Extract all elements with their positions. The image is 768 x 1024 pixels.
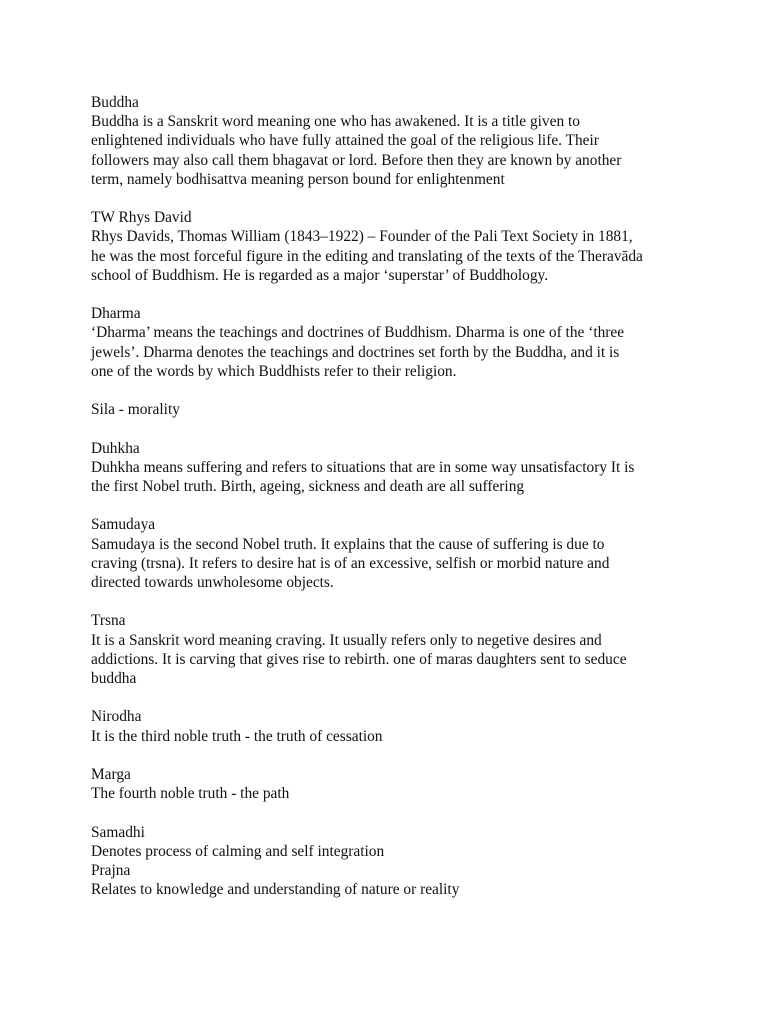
entry-definition: It is a Sanskrit word meaning craving. It usually refers only to negetive desires and addictions. It is carving that gives rise to rebirth. one of maras daughters sent to seduce buddha <box>91 631 627 687</box>
glossary-entry-dharma <box>91 304 671 381</box>
entry-definition: Rhys Davids, Thomas William (1843–1922) – Founder of the Pali Text Society in 1881, he was the most forceful figure in the editing and translating of the texts of the Theravāda school of Buddhism. He is regarded as a major ‘superstar’ of Buddhology. <box>91 228 643 284</box>
entry-term: Nirodha <box>91 708 142 726</box>
glossary-entry-duhkha <box>91 439 671 497</box>
entry-term: Sila - morality <box>91 401 180 419</box>
glossary-entry-trsna <box>91 611 671 688</box>
entry-definition: ‘Dharma’ means the teachings and doctrines of Buddhism. Dharma is one of the ‘three jewels’. Dharma denotes the teachings and doctrines set forth by the Buddha, and it is one of the words by which Buddhists refer to their religion. <box>91 324 625 380</box>
entry-term: Duhkha <box>91 439 140 457</box>
entry-definition: Denotes process of calming and self integration <box>91 842 385 860</box>
entry-definition: Duhkha means suffering and refers to situations that are in some way unsatisfactory It is the first Nobel truth. Birth, ageing, sickness and death are all suffering <box>91 458 635 495</box>
entry-term: Samudaya <box>91 516 156 534</box>
glossary-entry-samudaya <box>91 515 671 592</box>
glossary-entry-prajna <box>91 861 671 899</box>
entry-term: Marga <box>91 765 131 783</box>
glossary-entry-sila <box>91 400 671 419</box>
entry-term: TW Rhys David <box>91 209 192 227</box>
entry-definition: Buddha is a Sanskrit word meaning one who has awakened. It is a title given to enlightened individuals who have fully attained the goal of the religious life. Their followers may also call them bhagavat or lord. Before then they are known by another term, namely bodhisattva meaning person bound for enlightenment <box>91 113 622 188</box>
entry-definition: It is the third noble truth - the truth of cessation <box>91 727 383 745</box>
entry-term: Trsna <box>91 612 126 630</box>
glossary-entry-nirodha <box>91 707 671 745</box>
entry-term: Buddha <box>91 94 139 111</box>
entry-term: Samadhi <box>91 823 145 841</box>
entry-term: Prajna <box>91 861 131 879</box>
glossary-entry-tw-rhys-david <box>91 208 671 285</box>
entry-definition: The fourth noble truth - the path <box>91 785 290 803</box>
glossary-entry-buddha <box>91 93 671 189</box>
glossary-entry-samadhi <box>91 823 671 861</box>
entry-definition: Relates to knowledge and understanding of nature or reality <box>91 881 460 899</box>
entry-definition: Samudaya is the second Nobel truth. It explains that the cause of suffering is due to craving (trsna). It refers to desire hat is of an excessive, selfish or morbid nature and directed towards unwholesome objects. <box>91 535 610 591</box>
document-page <box>91 93 671 899</box>
glossary-entry-marga <box>91 765 671 803</box>
entry-term: Dharma <box>91 305 141 323</box>
